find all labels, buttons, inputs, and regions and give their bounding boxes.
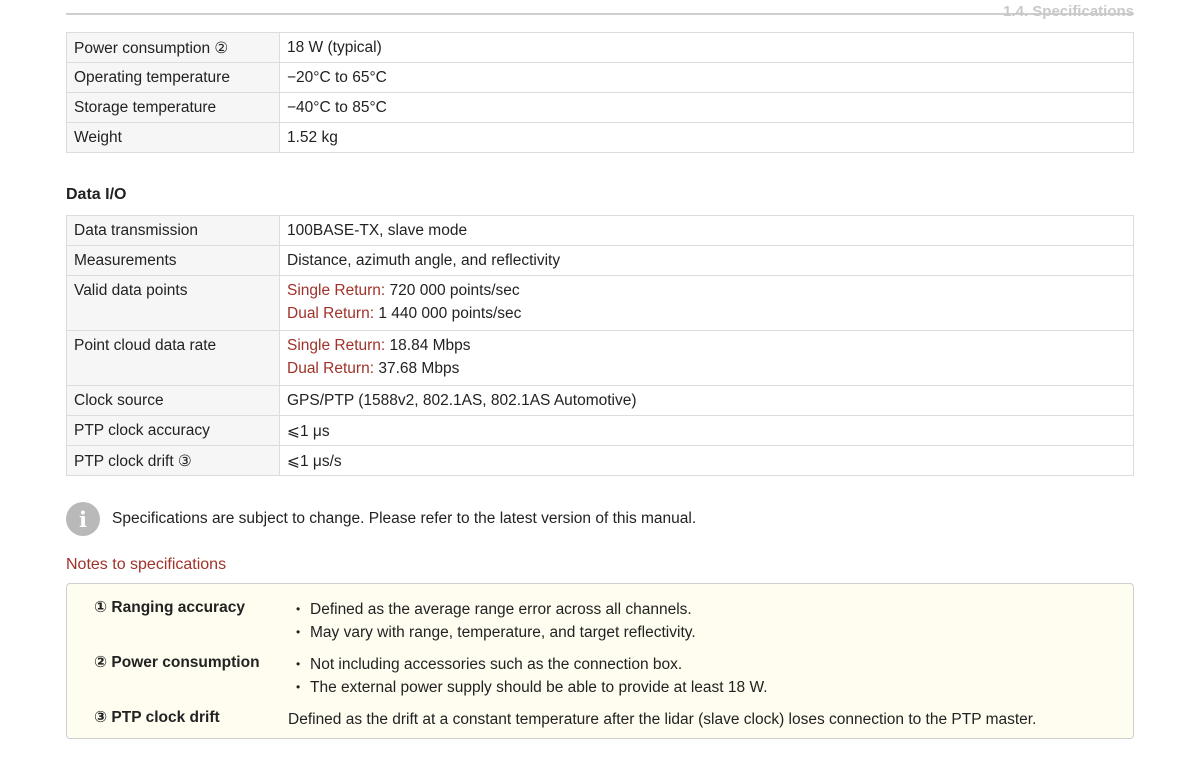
spec-value: ⩽1 μs/s	[280, 446, 1134, 476]
spec-key: PTP clock accuracy	[67, 416, 280, 446]
single-return-line	[287, 334, 1126, 357]
section-header-label: 1.4. Specifications	[1003, 3, 1134, 20]
spec-value: Distance, azimuth angle, and reflectivity	[280, 246, 1134, 276]
spec-key: Valid data points	[67, 276, 280, 331]
dual-return-line	[287, 357, 1126, 380]
single-return-line	[287, 279, 1126, 302]
table-row	[67, 216, 1134, 246]
spec-key: Point cloud data rate	[67, 331, 280, 386]
spec-key: Operating temperature	[67, 63, 280, 93]
dual-return-line	[287, 302, 1126, 325]
table-row	[67, 331, 1134, 386]
info-icon: i	[66, 502, 100, 536]
spec-value: −40°C to 85°C	[280, 93, 1134, 123]
note-bullet: • Defined as the average range error across all channels.	[296, 598, 1096, 621]
note-bullet: • Not including accessories such as the connection box.	[296, 653, 1096, 676]
dual-return-label: Dual Return:	[287, 360, 375, 377]
note-bullet: • May vary with range, temperature, and target reflectivity.	[296, 621, 1096, 644]
general-spec-table	[66, 32, 1134, 153]
spec-key: PTP clock drift ③	[67, 446, 280, 476]
table-row	[67, 33, 1134, 63]
spec-value: GPS/PTP (1588v2, 802.1AS, 802.1AS Automotive)	[280, 386, 1134, 416]
single-return-label: Single Return:	[287, 337, 386, 354]
data-io-table	[66, 215, 1134, 476]
spec-value: 1.52 kg	[280, 123, 1134, 153]
spec-key: Clock source	[67, 386, 280, 416]
dual-return-value: 37.68 Mbps	[374, 360, 460, 377]
note-text: Defined as the drift at a constant temperature after the lidar (slave clock) loses connection to the PTP master.	[288, 711, 1037, 728]
table-row	[67, 416, 1134, 446]
notes-title: Notes to specifications	[66, 556, 227, 573]
single-return-value: 18.84 Mbps	[385, 337, 471, 354]
spec-value: ⩽1 μs	[280, 416, 1134, 446]
note-title: ① Ranging accuracy	[94, 599, 245, 616]
dual-return-value: 1 440 000 points/sec	[374, 305, 522, 322]
spec-key: Power consumption ②	[67, 33, 280, 63]
header-rule	[66, 3, 1134, 20]
data-io-heading: Data I/O	[66, 186, 127, 203]
spec-key: Weight	[67, 123, 280, 153]
spec-value	[280, 331, 1134, 386]
note-title: ③ PTP clock drift	[94, 709, 220, 726]
single-return-label: Single Return:	[287, 282, 386, 299]
info-callout	[66, 502, 696, 536]
spec-key: Measurements	[67, 246, 280, 276]
note-bullet: • The external power supply should be able to provide at least 18 W.	[296, 676, 1096, 699]
spec-value	[280, 276, 1134, 331]
note-body	[296, 598, 1096, 644]
spec-value: −20°C to 65°C	[280, 63, 1134, 93]
table-row	[67, 446, 1134, 476]
spec-value: 18 W (typical)	[280, 33, 1134, 63]
spec-key: Storage temperature	[67, 93, 280, 123]
note-body	[288, 708, 1096, 731]
table-row	[67, 63, 1134, 93]
single-return-value: 720 000 points/sec	[385, 282, 520, 299]
table-row	[67, 93, 1134, 123]
note-title: ② Power consumption	[94, 654, 260, 671]
spec-value: 100BASE-TX, slave mode	[280, 216, 1134, 246]
table-row	[67, 246, 1134, 276]
table-row	[67, 276, 1134, 331]
info-text: Specifications are subject to change. Please refer to the latest version of this manual.	[112, 510, 697, 527]
note-body	[296, 653, 1096, 699]
table-row	[67, 123, 1134, 153]
spec-key: Data transmission	[67, 216, 280, 246]
notes-box	[66, 583, 1134, 739]
table-row	[67, 386, 1134, 416]
dual-return-label: Dual Return:	[287, 305, 375, 322]
